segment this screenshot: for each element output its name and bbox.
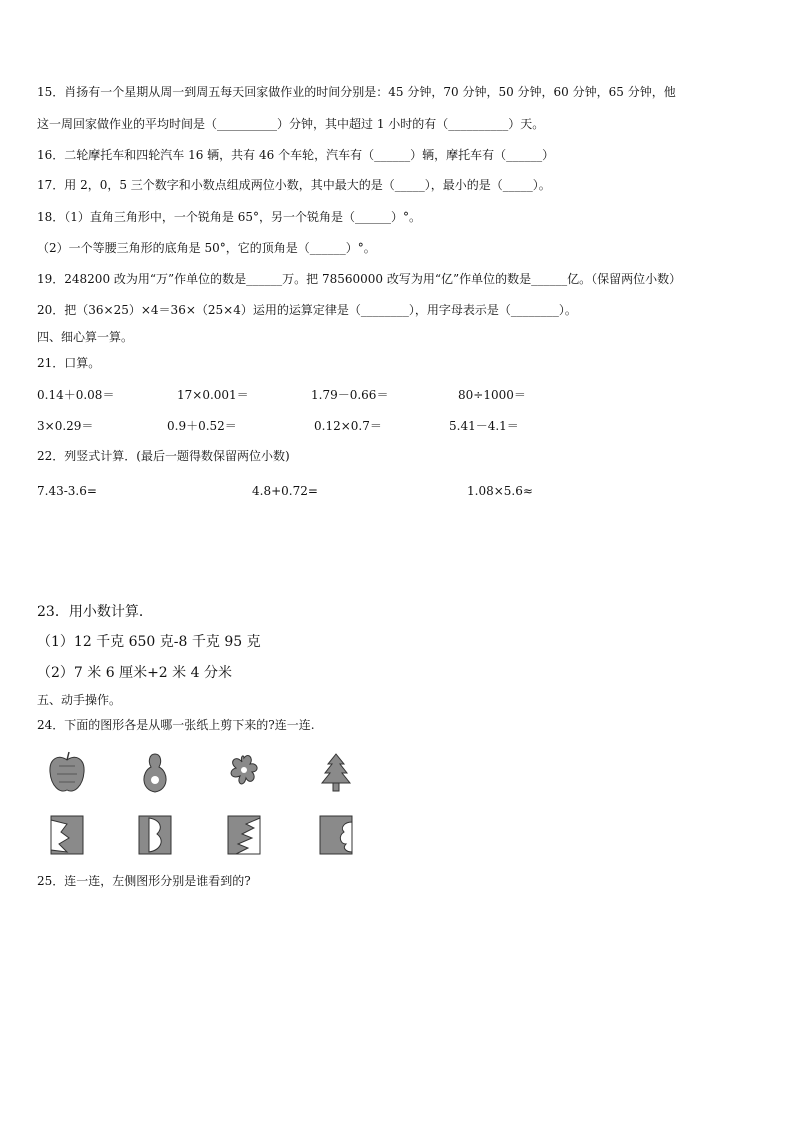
q23-part1: （1）12 千克 650 克-8 千克 95 克: [37, 634, 261, 650]
q22-item-1: 7.43-3.6=: [37, 484, 97, 498]
q21-r2-c3: 0.12×0.7＝: [314, 419, 382, 433]
q22-item-3: 1.08×5.6≈: [467, 484, 533, 498]
q21-r2-c4: 5.41－4.1＝: [449, 419, 519, 433]
q17: 17．用 2，0，5 三个数字和小数点组成两位小数，其中最大的是（_____），最小的是（_____）。: [37, 178, 551, 192]
q21-r1-c2: 17×0.001＝: [177, 388, 249, 402]
cut-paper-4-icon: [316, 812, 356, 858]
q21-r1-c4: 80÷1000＝: [458, 388, 526, 402]
q15-line2: 这一周回家做作业的平均时间是（__________）分钟，其中超过 1 小时的有（__________）天。: [37, 117, 545, 131]
q20: 20．把（36×25）×4＝36×（25×4）运用的运算定律是（________），用字母表示是（________）。: [37, 303, 577, 317]
q21-title: 21．口算。: [37, 356, 101, 370]
gourd-icon: [135, 750, 175, 796]
pine-tree-icon: [316, 750, 356, 796]
q16: 16．二轮摩托车和四轮汽车 16 辆，共有 46 个车轮，汽车有（______）辆，摩托车有（______）: [37, 148, 555, 162]
q24-title: 24．下面的图形各是从哪一张纸上剪下来的?连一连.: [37, 718, 315, 732]
q23-title: 23．用小数计算．: [37, 604, 153, 620]
cut-paper-2-icon: [135, 812, 175, 858]
apple-icon: [47, 750, 87, 796]
q25: 25．连一连，左侧图形分别是谁看到的?: [37, 874, 251, 888]
q18-part2: （2）一个等腰三角形的底角是 50°，它的顶角是（______）°。: [37, 241, 376, 255]
q19: 19．248200 改为用“万”作单位的数是______万。把 78560000 改写为用“亿”作单位的数是______亿。（保留两位小数）: [37, 272, 682, 286]
q23-part2: （2）7 米 6 厘米+2 米 4 分米: [37, 665, 232, 681]
q22-item-2: 4.8+0.72=: [252, 484, 318, 498]
cut-paper-1-icon: [47, 812, 87, 858]
q21-r2-c1: 3×0.29＝: [37, 419, 94, 433]
section-4-heading: 四、细心算一算。: [37, 330, 134, 344]
q18-part1: 18．（1）直角三角形中，一个锐角是 65°，另一个锐角是（______）°。: [37, 210, 421, 224]
section-5-heading: 五、动手操作。: [37, 693, 122, 707]
cut-paper-3-icon: [224, 812, 264, 858]
flower-icon: [224, 750, 264, 796]
q22-title: 22．列竖式计算．(最后一题得数保留两位小数): [37, 449, 290, 463]
q15-line1: 15．肖扬有一个星期从周一到周五每天回家做作业的时间分别是：45 分钟，70 分钟，50 分钟，60 分钟，65 分钟，他: [37, 85, 676, 99]
q21-r1-c1: 0.14＋0.08＝: [37, 388, 115, 402]
q21-r2-c2: 0.9＋0.52＝: [167, 419, 237, 433]
q21-r1-c3: 1.79－0.66＝: [311, 388, 389, 402]
